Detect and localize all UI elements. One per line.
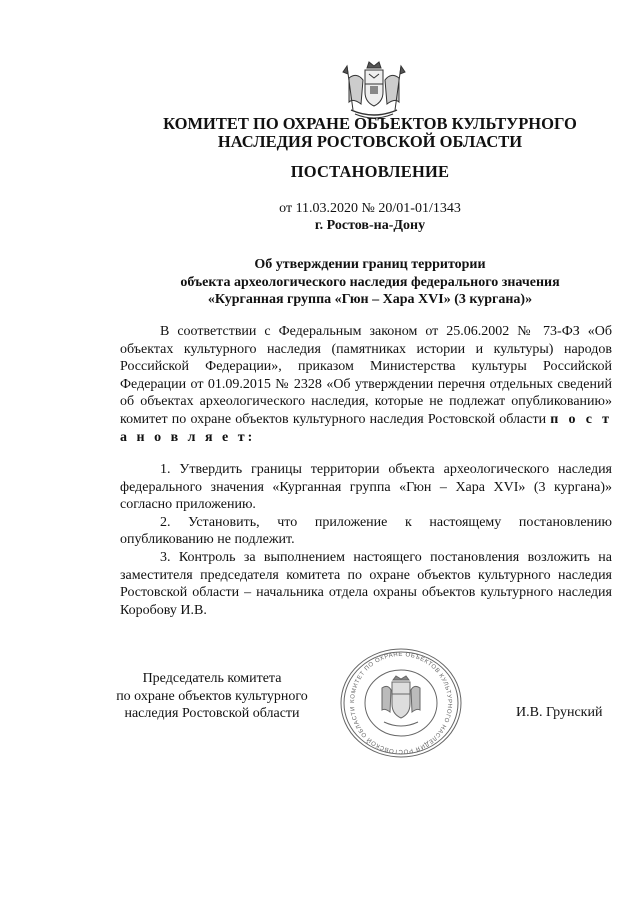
document-type: ПОСТАНОВЛЕНИЕ (290, 162, 450, 181)
subject-line3: «Курганная группа «Гюн – Хара XVI» (3 кургана)» (207, 292, 533, 307)
decree-item: 1. Утвердить границы территории объекта археологического наследия федерального значения «Курганная группа «Гюн – Хара XVI» (3 кургана)» согласно приложению. (120, 462, 612, 513)
org-title-line1: КОМИТЕТ ПО ОХРАНЕ ОБЪЕКТОВ КУЛЬТУРНОГО (163, 114, 577, 133)
signer-title-line3: наследия Ростовской области (124, 706, 300, 722)
decree-word: п о с т а н о в л я е т: (120, 411, 612, 445)
organization-title (120, 115, 620, 151)
preamble-text: В соответствии с Федеральным законом от 25.06.2002 № 73-ФЗ «Об объектах культурного наследия (памятниках истории и культуры) народов Российской Федерации», приказом Министерства культуры Российской Федерации от 01.09.2015 № 2328 «Об утверждении перечня отдельных сведений об объектах археологического наследия, которые не подлежат опубликованию» комитет по охране объектов культурного наследия Ростовской области (120, 324, 612, 427)
signer-title (82, 670, 342, 723)
decree-item: 3. Контроль за выполнением настоящего постановления возложить на заместителя председателя комитета по охране объектов культурного наследия Ростовской области – начальника отдела охраны объектов культурного наследия Коробову И.В. (120, 549, 612, 618)
decree-items (120, 461, 612, 619)
official-seal-icon (336, 646, 466, 761)
org-title-line2: НАСЛЕДИЯ РОСТОВСКОЙ ОБЛАСТИ (217, 132, 523, 151)
subject-line1: Об утверждении границ территории (254, 257, 486, 272)
decree-item: 2. Установить, что приложение к настоящему постановлению опубликованию не подлежит. (120, 514, 612, 548)
document-subject (120, 256, 620, 309)
preamble-paragraph (120, 323, 612, 446)
subject-line2: объекта археологического наследия федерального значения (180, 274, 560, 290)
signer-title-line1: Председатель комитета (142, 671, 282, 686)
signer-title-line2: по охране объектов культурного (116, 688, 308, 704)
document-date-number: от 11.03.2020 № 20/01-01/1343 (279, 201, 461, 216)
document-city: г. Ростов-на-Дону (314, 218, 426, 233)
signer-name: И.В. Грунский (516, 705, 603, 720)
seal-ring-text: КОМИТЕТ ПО ОХРАНЕ ОБЪЕКТОВ КУЛЬТУРНОГО НАСЛЕДИЯ РОСТОВСКОЙ ОБЛАСТИ (349, 651, 453, 755)
